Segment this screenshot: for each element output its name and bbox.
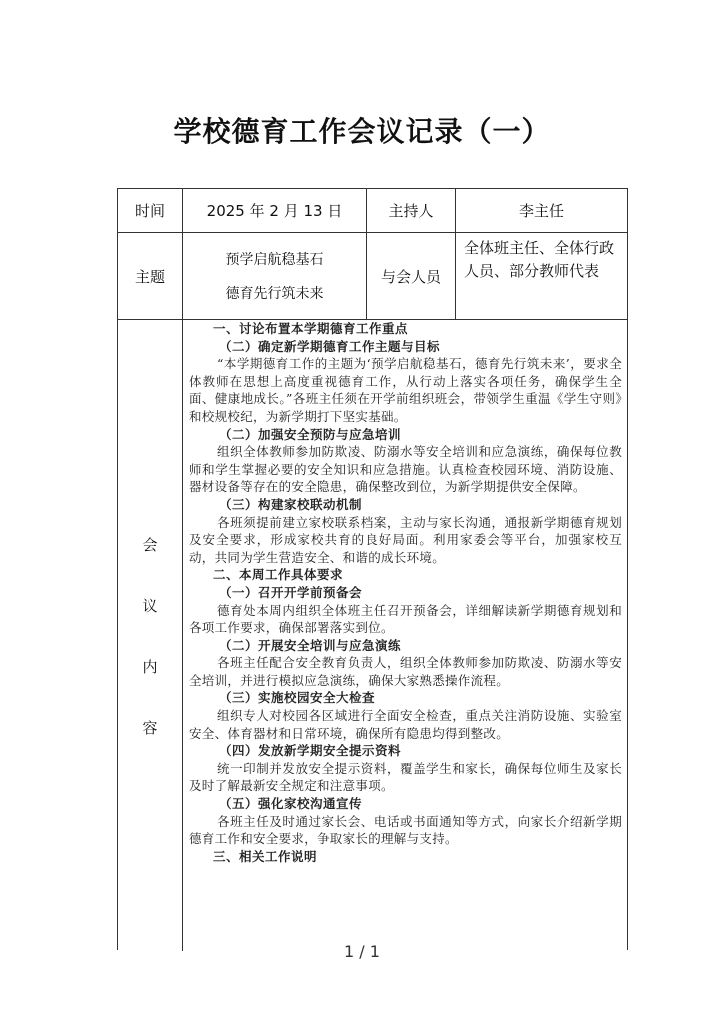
content-label-char: 会 [142,535,158,554]
paragraph: 各班主任配合安全教育负责人，组织全体教师参加防欺凌、防溺水等安全培训，并进行模拟应急演练，确保大家熟悉操作流程。 [189,655,622,688]
subsection-heading: （三）实施校园安全大检查 [219,690,376,706]
paragraph: 各班主任及时通过家长会、电话或书面通知等方式，向家长介绍新学期德育工作和安全要求，争取家长的理解与支持。 [189,813,622,847]
subsection-heading: （五）强化家校沟通宣传 [219,796,363,812]
content-label-char: 内 [142,657,158,676]
host-label: 主持人 [388,202,434,220]
subsection-heading: （二）开展安全培训与应急演练 [219,637,402,653]
subsection-heading: （二）确定新学期德育工作主题与目标 [219,338,441,354]
section-heading: 三、相关工作说明 [213,848,318,864]
content-label-char: 议 [142,596,158,615]
topic-line-2: 德育先行筑未来 [225,286,324,302]
paragraph: 组织全体教师参加防欺凌、防溺水等安全培训和应急演练，确保每位教师和学生掌握必要的安全知识和应急措施。认真检查校园环境、消防设施、器材设备等存在的安全隐患，确保整改到位，为新学期提供安全保障。 [189,444,622,495]
paragraph: 统一印制并发放安全提示资料，覆盖学生和家长，确保每位师生及家长及时了解最新安全规定和注意事项。 [189,760,622,794]
section-heading: 二、本周工作具体要求 [213,567,344,583]
time-label: 时间 [134,202,165,220]
attendees-label: 与会人员 [380,267,441,286]
subsection-heading: （四）发放新学期安全提示资料 [219,743,402,759]
document-title: 学校德育工作会议记录（一） [173,115,551,148]
subsection-heading: （三）构建家校联动机制 [219,496,363,512]
attendees-value: 全体班主任、全体行政人员、部分教师代表 [464,239,615,280]
meeting-content-label [118,320,182,951]
section-heading: 一、讨论布置本学期德育工作重点 [213,321,409,336]
content-label-char: 容 [142,718,158,737]
paragraph: 组织专人对校园各区域进行全面安全检查，重点关注消防设施、实验室安全、体育器材和日常环境，确保所有隐患均得到整改。 [189,708,622,741]
host-value: 李主任 [518,202,564,220]
topic-label: 主题 [134,267,165,286]
meeting-content-body [183,320,626,865]
paragraph: 德育处本周内组织全体班主任召开预备会，详细解读新学期德育规划和各项工作要求，确保部署落实到位。 [189,602,622,636]
topic-line-1: 预学启航稳基石 [225,252,324,268]
subsection-heading: （二）加强安全预防与应急培训 [219,426,402,442]
time-value: 2025 年 2 月 13 日 [206,202,343,220]
paragraph: 各班须提前建立家校联系档案，主动与家长沟通，通报新学期德育规划及安全要求，形成家校共育的良好局面。利用家委会等平台，加强家校互动，共同为学生营造安全、和谐的成长环境。 [189,514,622,565]
paragraph: “本学期德育工作的主题为‘预学启航稳基石，德育先行筑未来’，要求全体教师在思想上高度重视德育工作，从行动上落实各项任务，确保学生全面、健康地成长。”各班主任须在开学前组织班会，带领学生重温《学生守则》和校规校纪，为新学期打下坚实基础。 [189,356,622,424]
topic-value [183,233,366,319]
subsection-heading: （一）召开开学前预备会 [219,584,363,600]
page-number: 1 / 1 [344,942,380,961]
